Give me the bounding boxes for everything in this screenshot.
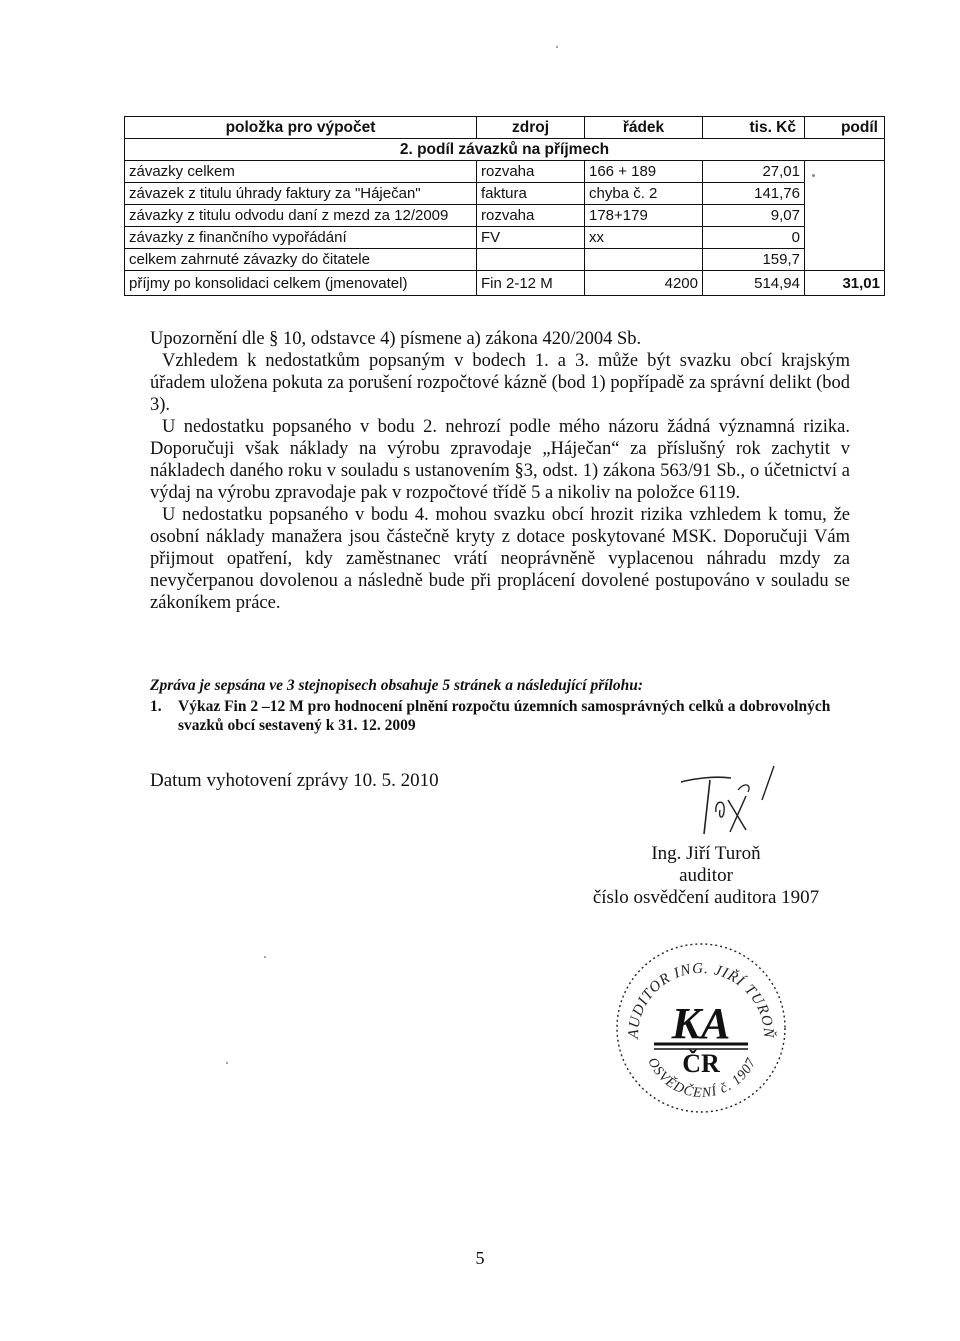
table-row xyxy=(125,227,885,249)
cell-item: závazky z titulu odvodu daní z mezd za 12/2009 xyxy=(125,205,477,227)
cell-amount: 0 xyxy=(703,227,805,249)
cell-amount: 141,76 xyxy=(703,183,805,205)
cell-amount: 27,01 xyxy=(703,161,805,183)
paragraph: U nedostatku popsaného v bodu 2. nehrozí podle mého názoru žádná významná rizika. Doporučuji však náklady na výrobu zpravodaje „Háječan“ za příslušný rok zachytit v nákladech daného roku v souladu s ustanovením §3, odst. 1) zákona 563/91 Sb., o účetnictví a výdaj na výrobu zpravodaje pak v rozpočtové třídě 5 a nikoliv na položce 6119. xyxy=(150,417,850,503)
body-text xyxy=(150,328,850,614)
svg-text:KA: KA xyxy=(671,999,731,1048)
attachment-note xyxy=(150,676,850,735)
cell-share xyxy=(805,161,885,183)
cell-row: 4200 xyxy=(585,271,703,296)
cell-amount: 9,07 xyxy=(703,205,805,227)
report-date: Datum vyhotovení zprávy 10. 5. 2010 xyxy=(150,770,439,791)
cell-item: závazky z finančního vypořádání xyxy=(125,227,477,249)
warning-heading: Upozornění dle § 10, odstavce 4) písmene a) zákona 420/2004 Sb. xyxy=(150,329,642,349)
cell-row xyxy=(585,249,703,271)
cell-share xyxy=(805,249,885,271)
table-row xyxy=(125,205,885,227)
signatory-block xyxy=(576,843,836,909)
signatory-role: auditor xyxy=(679,865,733,886)
cell-item: závazky celkem xyxy=(125,161,477,183)
cell-source: rozvaha xyxy=(477,161,585,183)
cell-source: FV xyxy=(477,227,585,249)
table-row xyxy=(125,161,885,183)
cell-amount: 514,94 xyxy=(703,271,805,296)
col-header-amount: tis. Kč xyxy=(703,117,805,139)
attachment-item-number: 1. xyxy=(150,698,162,715)
scan-speck xyxy=(812,174,815,177)
scan-speck xyxy=(556,46,558,48)
paragraph: Vzhledem k nedostatkům popsaným v bodech 1. a 3. může být svazku obcí krajským úřadem uložena pokuta za porušení rozpočtové kázně (bod 1) popřípadě za správní delikt (bod 3). xyxy=(150,351,850,415)
page-number: 5 xyxy=(475,1248,485,1268)
svg-text:OSVĚDČENÍ č. 1907: OSVĚDČENÍ č. 1907 xyxy=(644,1055,760,1102)
attachment-item xyxy=(150,697,850,735)
scan-speck xyxy=(264,956,266,958)
cell-amount: 159,7 xyxy=(703,249,805,271)
auditor-stamp xyxy=(612,936,790,1116)
scan-speck xyxy=(226,1062,228,1064)
cell-item: příjmy po konsolidaci celkem (jmenovatel) xyxy=(125,271,477,296)
cell-row: 178+179 xyxy=(585,205,703,227)
signature-mark xyxy=(676,760,786,840)
cell-source: faktura xyxy=(477,183,585,205)
cell-row: 166 + 189 xyxy=(585,161,703,183)
attachment-title: Zpráva je sepsána ve 3 stejnopisech obsahuje 5 stránek a následující přílohu: xyxy=(150,677,644,694)
cell-source xyxy=(477,249,585,271)
signatory-certificate: číslo osvědčení auditora 1907 xyxy=(592,887,820,908)
cell-item: závazek z titulu úhrady faktury za "Háječan" xyxy=(125,183,477,205)
cell-share: 31,01 xyxy=(805,271,885,296)
cell-share xyxy=(805,227,885,249)
signatory-name: Ing. Jiří Turoň xyxy=(651,843,761,864)
cell-share xyxy=(805,183,885,205)
calculation-table xyxy=(124,116,885,296)
table-row xyxy=(125,271,885,296)
cell-row: chyba č. 2 xyxy=(585,183,703,205)
cell-item: celkem zahrnuté závazky do čitatele xyxy=(125,249,477,271)
section-title: 2. podíl závazků na příjmech xyxy=(125,139,885,161)
attachment-item-text: Výkaz Fin 2 –12 M pro hodnocení plnění rozpočtu územních samosprávných celků a dobrovolných svazků obcí sestavený k 31. 12. 2009 xyxy=(178,698,831,734)
col-header-share: podíl xyxy=(805,117,885,139)
col-header-source: zdroj xyxy=(477,117,585,139)
table-row xyxy=(125,183,885,205)
table-row xyxy=(125,249,885,271)
table-section-row xyxy=(125,139,885,161)
cell-share xyxy=(805,205,885,227)
table-header-row xyxy=(125,117,885,139)
col-header-row: řádek xyxy=(585,117,703,139)
cell-source: Fin 2-12 M xyxy=(477,271,585,296)
cell-source: rozvaha xyxy=(477,205,585,227)
svg-text:ČR: ČR xyxy=(682,1049,720,1078)
svg-text:AUDITOR ING. JIŘÍ TUROŇ: AUDITOR ING. JIŘÍ TUROŇ xyxy=(625,960,777,1039)
paragraph: U nedostatku popsaného v bodu 4. mohou svazku obcí hrozit rizika vzhledem k tomu, že osobní náklady manažera jsou částečně kryty z dotace poskytované MSK. Doporučuji Vám přijmout opatření, kdy zaměstnanec vrátí neoprávněně vyplacenou náhradu mzdy za nevyčerpanou dovolenou a následně bude při proplácení dovolené postupováno v souladu se zákoníkem práce. xyxy=(150,505,850,613)
cell-row: xx xyxy=(585,227,703,249)
col-header-item: položka pro výpočet xyxy=(125,117,477,139)
